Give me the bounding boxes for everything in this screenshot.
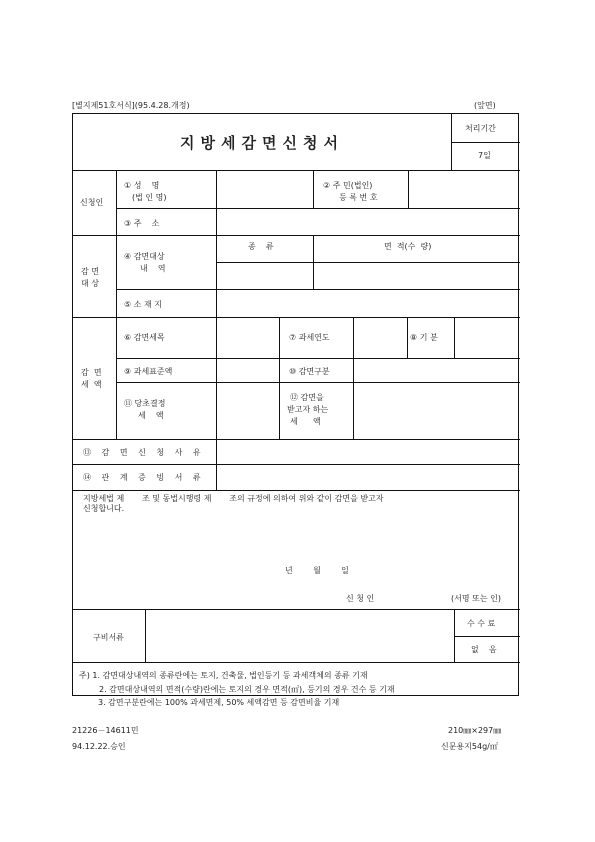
- processing-period-label: 처리기간: [465, 124, 496, 133]
- target-item-label-2: 내 역: [140, 264, 166, 273]
- tax-year-label: ⑦ 과세연도: [289, 333, 330, 342]
- type-column-header: 종 류: [248, 242, 274, 251]
- processing-period-value: 7일: [478, 151, 491, 160]
- address-label: ③ 주 소: [124, 219, 160, 228]
- requested-tax-label-3: 세 액: [290, 417, 321, 426]
- date-line: 년 월 일: [285, 566, 349, 575]
- reason-label: ⑬ 감 면 신 청 사 유: [83, 448, 205, 457]
- application-form: [72, 113, 519, 696]
- note-3: 3. 감면구분란에는 100% 과세면제, 50% 세액감면 등 감면비율 기재: [98, 698, 340, 707]
- form-code: 21226－14611민: [72, 726, 139, 735]
- statement-line-1: 지방세법 제 조 및 동법시행령 제 조의 규정에 의하여 위와 같이 감면을 받고자: [83, 494, 384, 503]
- corp-name-label: (법 인 명): [132, 193, 167, 202]
- paper-type: 신문용지54g/㎡: [441, 742, 498, 751]
- note-1: 주) 1. 감면대상내역의 종류란에는 토지, 건축물, 법인등기 등 과세객체의 종류 기재: [79, 671, 368, 680]
- fee-value: 없 음: [471, 645, 497, 654]
- location-label: ⑤ 소 재 지: [124, 300, 162, 309]
- tax-section-label-2: 세 액: [81, 380, 102, 389]
- tax-section-label: 감 면: [81, 368, 102, 377]
- tax-base-label: ⑨ 과세표준액: [124, 367, 173, 376]
- registration-number-label: 등 록 번 호: [339, 193, 378, 202]
- applicant-section-label: 신청인: [80, 198, 104, 207]
- target-item-label: ④ 감면대상: [124, 252, 165, 261]
- tax-item-label: ⑥ 감면세목: [124, 333, 165, 342]
- form-title: 지방세감면신청서: [180, 134, 344, 152]
- form-number: [별지제51호서식](95.4.28.개정): [72, 101, 190, 110]
- approval-date: 94.12.22.승인: [72, 742, 126, 751]
- statement-line-2: 신청합니다.: [83, 504, 125, 513]
- target-section-label-2: 대 상: [81, 279, 99, 288]
- fee-label: 수 수 료: [467, 619, 496, 628]
- page-side-label: (앞면): [474, 101, 496, 110]
- required-docs-label: 구비서류: [93, 633, 124, 642]
- paper-size: 210㎜×297㎜: [448, 726, 502, 735]
- name-label: ① 성 명: [124, 181, 160, 190]
- id-number-label: ② 주 민(법인): [323, 181, 373, 190]
- signature-note: (서명 또는 인): [451, 594, 501, 603]
- requested-tax-label: ⑫ 감면을: [290, 393, 324, 402]
- initial-tax-label-2: 세 액: [138, 411, 164, 420]
- evidence-docs-label: ⑭ 관 계 증 빙 서 류: [83, 473, 205, 482]
- target-section-label: 감 면: [81, 267, 99, 276]
- signer-label: 신 청 인: [346, 594, 375, 603]
- requested-tax-label-2: 받고자 하는: [287, 405, 329, 414]
- area-column-header: 면 적(수 량): [384, 242, 432, 251]
- note-2: 2. 감면대상내역의 면적(수량)란에는 토지의 경우 면적(㎡), 등기의 경우 건수 등 기재: [99, 685, 395, 694]
- period-label: ⑧ 기 분: [410, 333, 438, 342]
- reduction-type-label: ⑩ 감면구분: [289, 367, 330, 376]
- initial-tax-label: ⑪ 당초결정: [124, 399, 166, 408]
